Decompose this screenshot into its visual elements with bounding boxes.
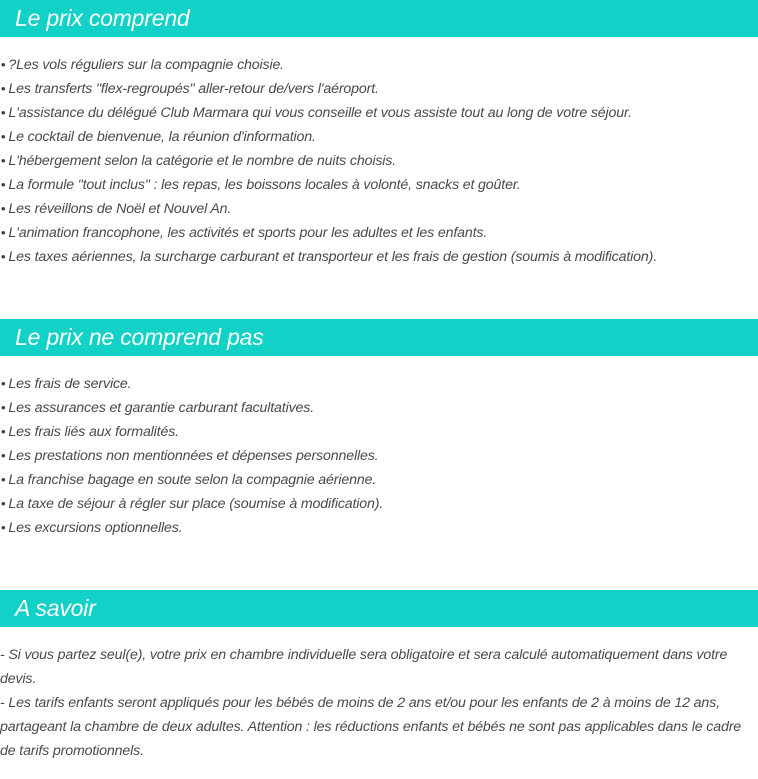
bullet-icon: • — [1, 424, 6, 439]
list-item — [1, 420, 383, 444]
list-item — [1, 396, 383, 420]
list-item — [1, 173, 657, 197]
list-item-text: Les excursions optionnelles. — [8, 520, 183, 536]
list-item — [1, 149, 657, 173]
good-to-know-paragraph: - Si vous partez seul(e), votre prix en chambre individuelle sera obligatoire et sera calculé automatiquement dans votre devis. — [0, 647, 728, 687]
excluded-section-header — [0, 319, 758, 356]
list-item — [1, 125, 657, 149]
list-item-text: Les réveillons de Noël et Nouvel An. — [8, 201, 232, 217]
bullet-icon: • — [1, 57, 6, 72]
good-to-know-section-header — [0, 590, 758, 627]
list-item-text: Le cocktail de bienvenue, la réunion d'information. — [8, 129, 316, 145]
included-section-title: Le prix comprend — [15, 5, 190, 31]
list-item — [1, 516, 383, 540]
list-item — [1, 444, 383, 468]
list-item — [1, 53, 657, 77]
list-item-text: Les transferts "flex-regroupés" aller-retour de/vers l'aéroport. — [8, 81, 379, 97]
excluded-list — [1, 372, 383, 540]
good-to-know-section-title: A savoir — [15, 595, 96, 621]
good-to-know-content — [0, 643, 752, 763]
list-item — [1, 221, 657, 245]
included-section-header — [0, 0, 758, 37]
list-item — [1, 197, 657, 221]
list-item-text: L'animation francophone, les activités et sports pour les adultes et les enfants. — [8, 225, 488, 241]
list-item — [1, 101, 657, 125]
list-item — [1, 372, 383, 396]
list-item-text: La formule "tout inclus" : les repas, les boissons locales à volonté, snacks et goûter. — [8, 177, 521, 193]
bullet-icon: • — [1, 153, 6, 168]
list-item — [1, 492, 383, 516]
list-item-text: Les frais liés aux formalités. — [8, 424, 179, 440]
list-item-text: L'hébergement selon la catégorie et le nombre de nuits choisis. — [8, 153, 396, 169]
bullet-icon: • — [1, 448, 6, 463]
good-to-know-paragraph: - Les tarifs enfants seront appliqués pour les bébés de moins de 2 ans et/ou pour les enfants de 2 à moins de 12 ans, partageant la chambre de deux adultes. Attention : les réductions enfants et bébés ne sont pas applicables dans le cadre de tarifs promotionnels. — [0, 695, 742, 759]
bullet-icon: • — [1, 520, 6, 535]
list-item-text: Les frais de service. — [8, 376, 132, 392]
bullet-icon: • — [1, 472, 6, 487]
bullet-icon: • — [1, 496, 6, 511]
list-item-text: ?Les vols réguliers sur la compagnie choisie. — [8, 57, 284, 73]
list-item-text: La taxe de séjour à régler sur place (soumise à modification). — [8, 496, 384, 512]
list-item-text: Les prestations non mentionnées et dépenses personnelles. — [8, 448, 379, 464]
bullet-icon: • — [1, 376, 6, 391]
excluded-section-title: Le prix ne comprend pas — [15, 324, 264, 350]
bullet-icon: • — [1, 249, 6, 264]
bullet-icon: • — [1, 177, 6, 192]
bullet-icon: • — [1, 81, 6, 96]
included-list — [1, 53, 657, 269]
bullet-icon: • — [1, 225, 6, 240]
bullet-icon: • — [1, 105, 6, 120]
bullet-icon: • — [1, 129, 6, 144]
bullet-icon: • — [1, 201, 6, 216]
list-item — [1, 245, 657, 269]
list-item — [1, 468, 383, 492]
list-item-text: L'assistance du délégué Club Marmara qui vous conseille et vous assiste tout au long de votre séjour. — [8, 105, 632, 121]
list-item-text: Les taxes aériennes, la surcharge carburant et transporteur et les frais de gestion (soumis à modification). — [8, 249, 657, 265]
list-item — [1, 77, 657, 101]
list-item-text: Les assurances et garantie carburant facultatives. — [8, 400, 314, 416]
list-item-text: La franchise bagage en soute selon la compagnie aérienne. — [8, 472, 377, 488]
bullet-icon: • — [1, 400, 6, 415]
